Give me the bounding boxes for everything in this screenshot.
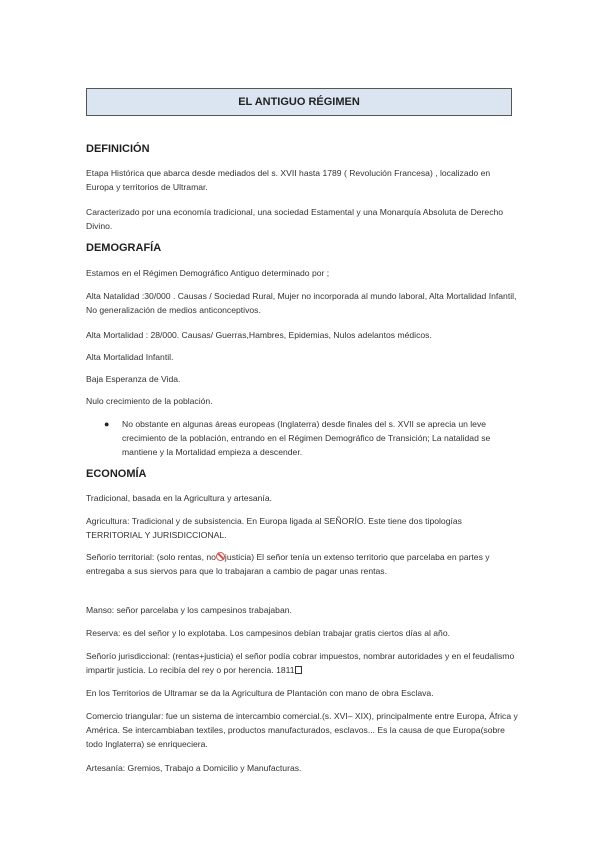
page-title: EL ANTIGUO RÉGIMEN	[86, 88, 512, 116]
paragraph: Artesanía: Gremios, Trabajo a Domicilio y Manufacturas.	[86, 763, 302, 773]
paragraph: Etapa Histórica que abarca desde mediados del s. XVII hasta 1789 ( Revolución Francesa) , localizado en Europa y territorios de Ultramar.	[86, 168, 491, 192]
section-heading-demografia: DEMOGRAFÍA	[86, 242, 162, 254]
paragraph-part: justicia) El señor tenía un extenso territorio que parcelaba en partes y entregaba a sus siervos para que lo trabajaran a cambio de pagar unas rentas.	[86, 552, 490, 576]
paragraph: Alta Mortalidad : 28/000. Causas/ Guerras,Hambres, Epidemias, Nulos adelantos médicos.	[86, 330, 432, 340]
paragraph: Nulo crecimiento de la población.	[86, 396, 213, 406]
paragraph-part: Señorío jurisdiccional: (rentas+justicia) el señor podía cobrar impuestos, nombrar autoridades y en el feudalismo impartir justicia. Lo recibía del rey o por herencia. 1811	[86, 651, 515, 675]
paragraph: En los Territorios de Ultramar se da la Agricultura de Plantación con mano de obra Esclava.	[86, 688, 434, 698]
paragraph: Reserva: es del señor y lo explotaba. Los campesinos debían trabajar gratis ciertos días al año.	[86, 628, 451, 638]
paragraph: Estamos en el Régimen Demográfico Antiguo determinado por ;	[86, 268, 330, 278]
paragraph: Comercio triangular: fue un sistema de intercambio comercial.(s. XVI– XIX), principalmente entre Europa, África y América. Se intercambiaban textiles, productos manufacturados, esclavos... Es la causa de que Europa(sobre todo Inglaterra) se enriqueciera.	[86, 711, 518, 749]
bullet-icon: ●	[104, 419, 110, 429]
paragraph: Caracterizado por una economía tradicional, una sociedad Estamental y una Monarquía Absoluta de Derecho Divino.	[86, 207, 504, 231]
paragraph: Alta Natalidad :30/000 . Causas / Sociedad Rural, Mujer no incorporada al mundo laboral, Alta Mortalidad Infantil, No generalización de medios anticonceptivos.	[86, 291, 517, 315]
paragraph-part: Señorío territorial: (solo rentas, no	[86, 552, 216, 562]
prohibited-icon	[216, 552, 225, 561]
section-heading-economia: ECONOMÍA	[86, 468, 147, 480]
paragraph: Agricultura: Tradicional y de subsistencia. En Europa ligada al SEÑORÍO. Este tiene dos tipologías TERRITORIAL Y JURISDICCIONAL.	[86, 516, 462, 540]
section-heading-definicion: DEFINICIÓN	[86, 143, 150, 155]
list-item: No obstante en algunas áreas europeas (Inglaterra) desde finales del s. XVII se aprecia un leve crecimiento de la población, entrando en el Régimen Demográfico de Transición; La natalidad se mantiene y la Mortalidad empieza a descender.	[122, 419, 491, 457]
paragraph: Baja Esperanza de Vida.	[86, 374, 181, 384]
paragraph	[86, 550, 518, 578]
paragraph: Tradicional, basada en la Agricultura y artesanía.	[86, 493, 272, 503]
paragraph: Alta Mortalidad Infantil.	[86, 352, 174, 362]
placeholder-glyph-icon	[295, 666, 302, 674]
paragraph: Manso: señor parcelaba y los campesinos trabajaban.	[86, 605, 292, 615]
paragraph	[86, 649, 518, 677]
